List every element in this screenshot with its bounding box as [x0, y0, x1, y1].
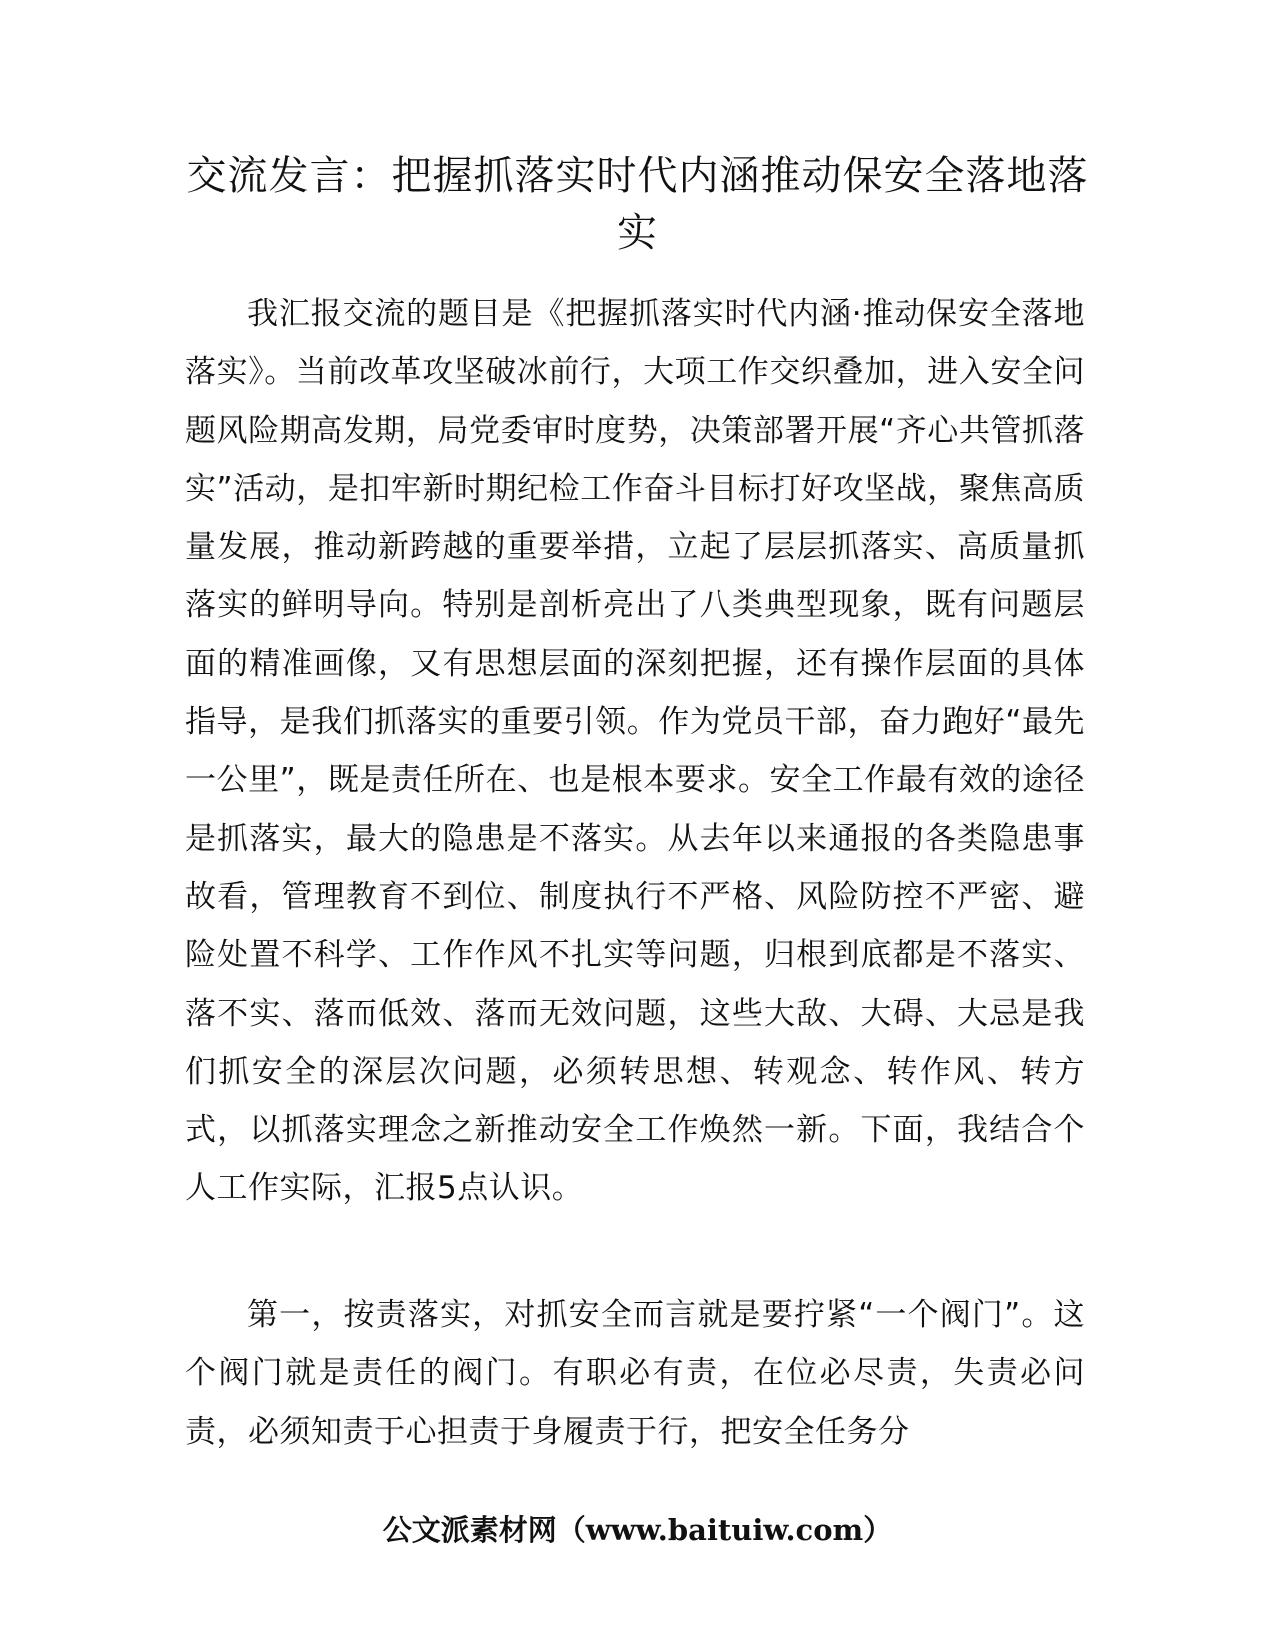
body-paragraph-first-point: 第一，按责落实，对抓安全而言就是要拧紧“一个阀门”。这个阀门就是责任的阀门。有职必有责，在位必尽责，失责必问责，必须知责于心担责于身履责于行，把安全任务分	[185, 1297, 1085, 1450]
document-title: 交流发言：把握抓落实时代内涵推动保安全落地落实	[186, 153, 1089, 256]
footer-source-text: 公文派素材网（www.baituiw.com）	[382, 1513, 893, 1547]
body-paragraph-intro: 我汇报交流的题目是《把握抓落实时代内涵·推动保安全落地落实》。当前改革攻坚破冰前行，大项工作交织叠加，进入安全问题风险期高发期，局党委审时度势，决策部署开展“齐心共管抓落实”活动，是扣牢新时期纪检工作奋斗目标打好攻坚战，聚焦高质量发展，推动新跨越的重要举措，立起了层层抓落实、高质量抓落实的鲜明导向。特别是剖析亮出了八类典型现象，既有问题层面的精准画像，又有思想层面的深刻把握，还有操作层面的具体指导，是我们抓落实的重要引领。作为党员干部，奋力跑好“最先一公里”，既是责任所在、也是根本要求。安全工作最有效的途径是抓落实，最大的隐患是不落实。从去年以来通报的各类隐患事故看，管理教育不到位、制度执行不严格、风险防控不严密、避险处置不科学、工作作风不扎实等问题，归根到底都是不落实、落不实、落而低效、落而无效问题，这些大敌、大碍、大忌是我们抓安全的深层次问题，必须转思想、转观念、转作风、转方式，以抓落实理念之新推动安全工作焕然一新。下面，我结合个人工作实际，汇报5点认识。	[185, 296, 1085, 1207]
